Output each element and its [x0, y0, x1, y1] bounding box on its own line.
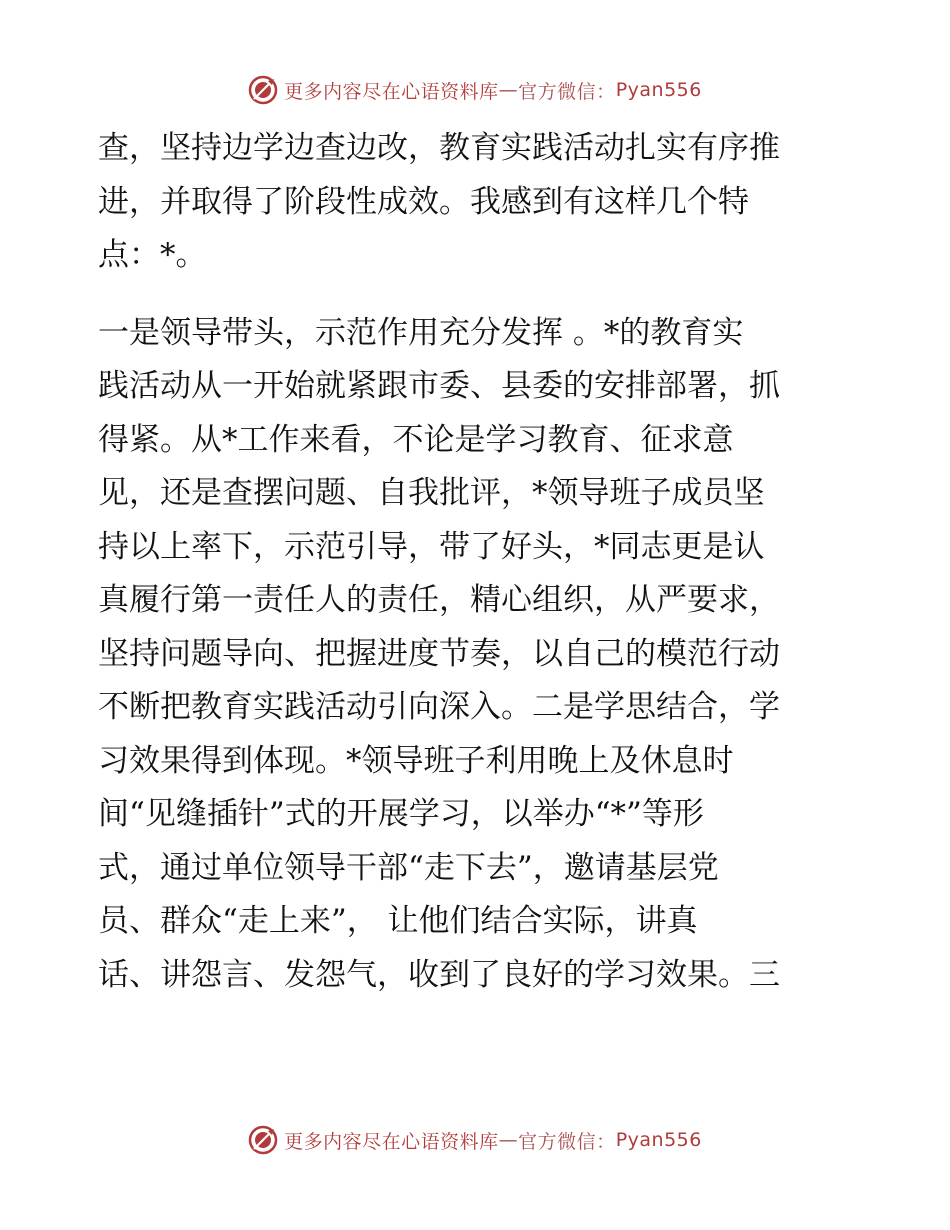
text-line: 持以上率下，示范引导，带了好头，*同志更是认 [98, 528, 765, 565]
text-line: 间“见缝插针”式的开展学习，以举办“*”等形 [98, 796, 704, 832]
footer-text-main: 更多内容尽在心语资料库 [284, 1130, 499, 1153]
text-line: 进，并取得了阶段性成效。我感到有这样几个特 [98, 183, 749, 220]
text-line: 一是领导带头，示范作用充分发挥 。*的教育实 [98, 314, 744, 351]
text-line: 践活动从一开始就紧跟市委、县委的安排部署，抓 [98, 368, 780, 404]
text-line: 不断把教育实践活动引向深入。二是学思结合，学 [98, 689, 780, 725]
footer-text-official: 官方微信： [518, 1130, 616, 1153]
paragraph-1 [98, 122, 858, 283]
text-line: 得紧。从*工作来看，不论是学习教育、征求意 [98, 421, 734, 458]
header-text-official: 官方微信： [518, 80, 616, 103]
footer-text-dash: — [498, 1129, 519, 1151]
seal-pen-logo-icon [248, 75, 278, 105]
text-line: 见，还是查摆问题、自我批评，*领导班子成员坚 [98, 475, 765, 511]
footer-handle: Pyan556 [615, 1129, 702, 1151]
text-line: 坚持问题导向、把握进度节奏，以自己的模范行动 [98, 635, 780, 672]
footer-watermark [0, 1120, 950, 1160]
text-line: 习效果得到体现。*领导班子利用晚上及休息时 [98, 742, 734, 779]
paragraph-2 [98, 307, 858, 1003]
text-line: 式，通过单位领导干部“走下去”，邀请基层党 [98, 849, 719, 886]
text-line: 员、群众“走上来”， 让他们结合实际，讲真 [98, 903, 698, 939]
text-line: 真履行第一责任人的责任，精心组织，从严要求， [98, 582, 780, 618]
header-text-dash: — [498, 79, 519, 101]
seal-pen-logo-icon [248, 1125, 278, 1155]
header-handle: Pyan556 [615, 79, 702, 101]
text-line: 查，坚持边学边查边改，教育实践活动扎实有序推 [98, 130, 780, 166]
text-line: 话、讲怨言、发怨气，收到了良好的学习效果。三 [98, 956, 780, 993]
text-line: 点：*。 [98, 237, 207, 273]
header-watermark [0, 70, 950, 110]
document-body [98, 122, 858, 1002]
header-text-main: 更多内容尽在心语资料库 [284, 80, 499, 103]
